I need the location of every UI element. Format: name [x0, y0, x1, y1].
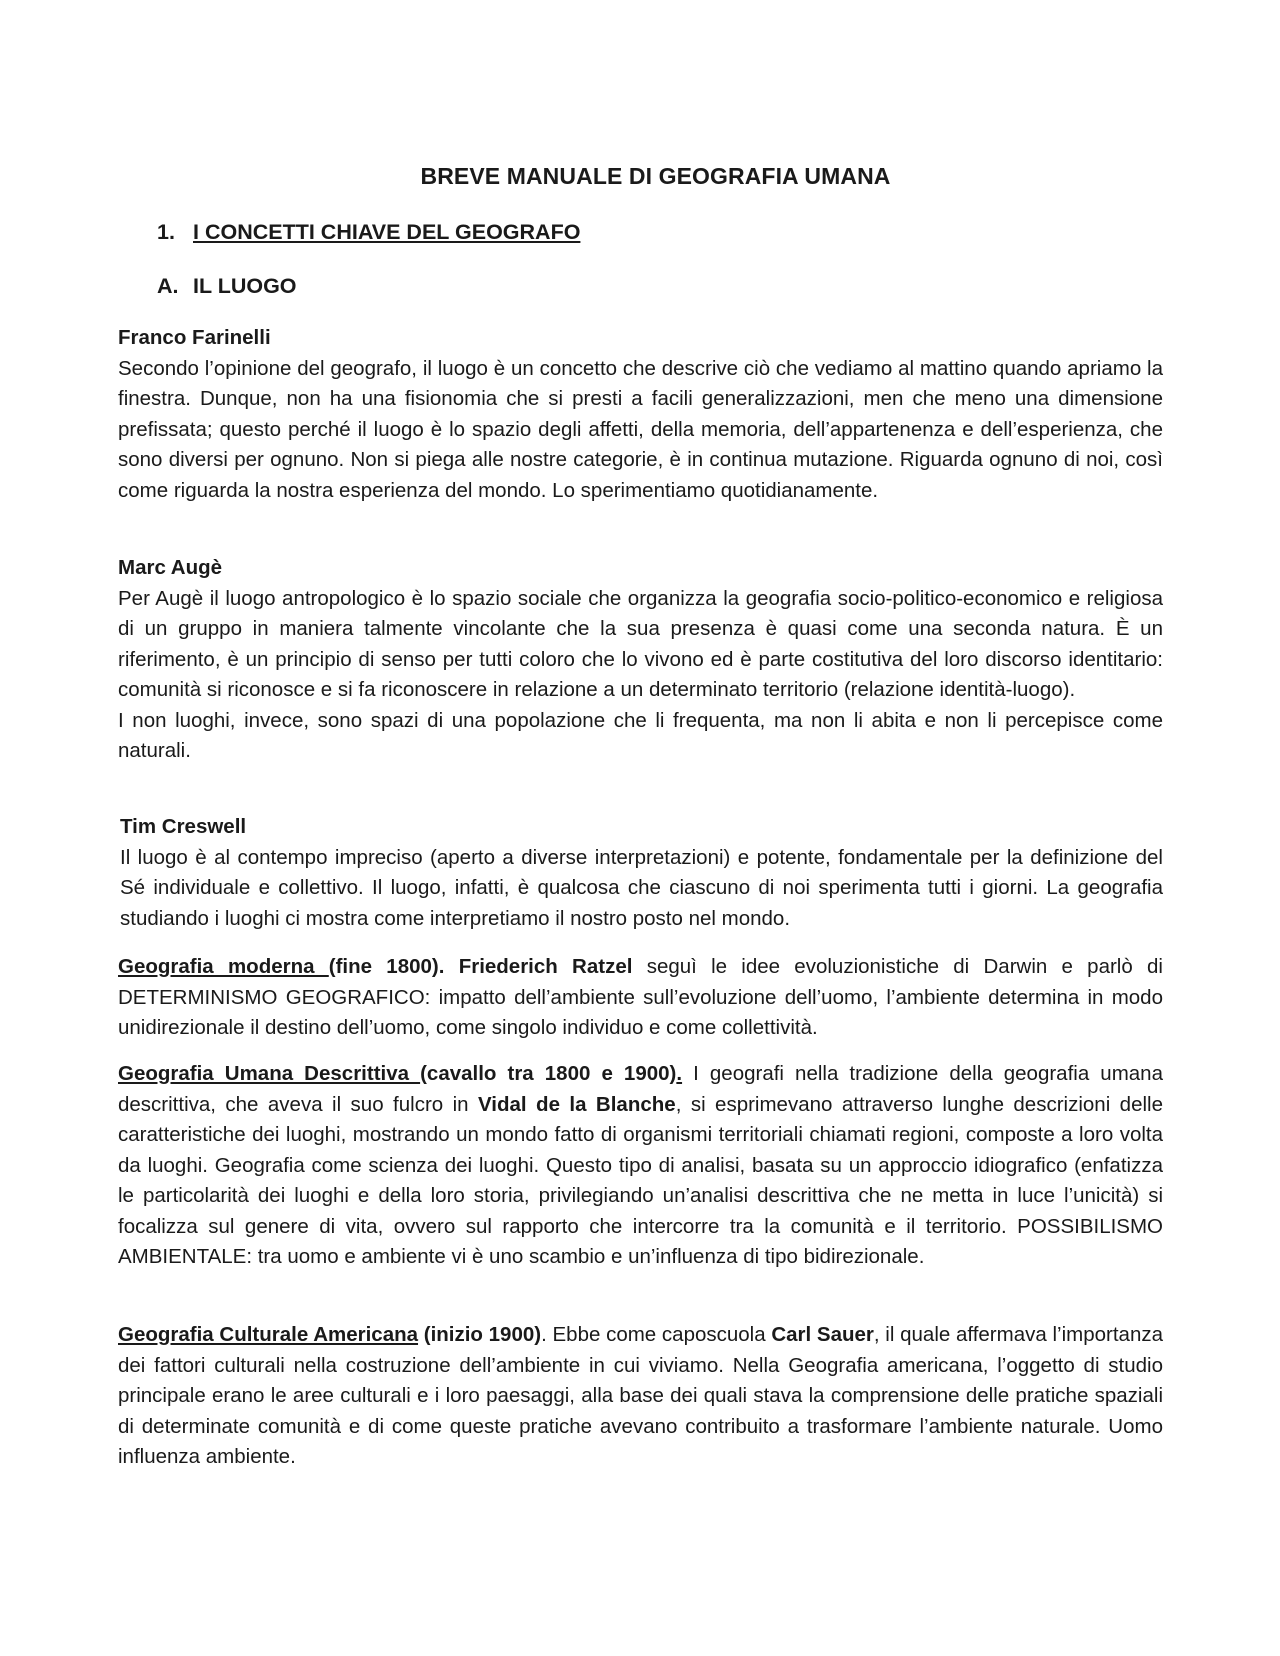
section-label: IL LUOGO	[193, 274, 297, 298]
auge-block	[118, 553, 1163, 767]
author-name: Tim Creswell	[120, 815, 247, 838]
author-name: Franco Farinelli	[118, 326, 271, 349]
text: . Ebbe come caposcuola	[541, 1323, 772, 1346]
text: , il quale affermava l’importanza dei fattori culturali nella costruzione dell’ambiente in cui viviamo. Nella Geografia americana, l’oggetto di studio principale erano le aree culturali e i loro paesaggi, alla base dei quali stava la comprensione delle pratiche spaziali di determinate comunità e di come queste pratiche avevano contribuito a trasformare l’ambiente naturale. Uomo influenza ambiente.	[118, 1323, 1163, 1468]
paragraph	[118, 1320, 1163, 1473]
text: , si esprimevano attraverso lunghe descrizioni delle caratteristiche dei luoghi, mostrando un mondo fatto di organismi territoriali chiamati regioni, composte a loro volta da luoghi. Geografia come scienza dei luoghi. Questo tipo di analisi, basata su un approccio idiografico (enfatizza le particolarità dei luoghi e della loro storia, privilegiando un’analisi descrittiva che ne metta in luce l’unicità) si focalizza sul genere di vita, ovvero sul rapporto che intercorre tra la comunità e il territorio. POSSIBILISMO AMBIENTALE: tra uomo e ambiente vi è uno scambio e un’influenza di tipo bidirezionale.	[118, 1092, 1163, 1268]
section-number: A.	[157, 274, 179, 298]
section-number: 1.	[157, 220, 175, 244]
paragraph	[118, 952, 1163, 1044]
term: Geografia moderna	[118, 955, 329, 978]
person: Friederich Ratzel	[444, 955, 633, 978]
paragraph: Per Augè il luogo antropologico è lo spazio sociale che organizza la geografia socio-politico-economico e religiosa di un gruppo in maniera talmente vincolante che la sua presenza è quasi come una seconda natura. È un riferimento, è un principio di senso per tutti coloro che lo vivono ed è parte costitutiva del loro discorso identitario: comunità si riconosce e si fa riconoscere in relazione a un determinato territorio (relazione identità-luogo).	[118, 586, 1163, 701]
person: Vidal de la Blanche	[478, 1092, 676, 1116]
period: (inizio 1900)	[418, 1323, 542, 1346]
paragraph	[118, 1059, 1163, 1273]
geografia-moderna-block	[118, 952, 1163, 1044]
term: Geografia Culturale Americana	[118, 1323, 419, 1346]
farinelli-block	[118, 323, 1163, 506]
section-heading-1	[157, 220, 580, 245]
term: Geografia Umana Descrittiva	[118, 1062, 421, 1085]
text: seguì le idee evoluzionistiche di Darwin e parlò di DETERMINISMO GEOGRAFICO: impatto dell’ambiente sull’evoluzione dell’uomo, l’ambiente determina in modo unidirezionale il destino dell’uomo, come singolo individuo e come collettività.	[118, 955, 1163, 1039]
geografia-descrittiva-block	[118, 1059, 1163, 1273]
creswell-block	[120, 812, 1163, 934]
text: I geografi nella tradizione della geografia umana descrittiva, che aveva il suo fulcro in	[118, 1062, 1163, 1116]
section-label: I CONCETTI CHIAVE DEL GEOGRAFO	[193, 220, 581, 244]
document-title: BREVE MANUALE DI GEOGRAFIA UMANA	[420, 163, 891, 189]
paragraph: I non luoghi, invece, sono spazi di una popolazione che li frequenta, ma non li abita e non li percepisce come naturali.	[118, 708, 1163, 762]
paragraph: Secondo l’opinione del geografo, il luogo è un concetto che descrive ciò che vediamo al mattino quando apriamo la finestra. Dunque, non ha una fisionomia che si presti a facili generalizzazioni, men che meno una dimensione prefissata; questo perché il luogo è lo spazio degli affetti, della memoria, dell’appartenenza e dell’esperienza, che sono diversi per ognuno. Non si piega alle nostre categorie, è in continua mutazione. Riguarda ognuno di noi, così come riguarda la nostra esperienza del mondo. Lo sperimentiamo quotidianamente.	[118, 356, 1163, 502]
section-heading-a	[157, 274, 297, 299]
period: (fine 1800).	[328, 955, 445, 978]
person: Carl Sauer	[771, 1323, 874, 1346]
author-name: Marc Augè	[118, 556, 223, 579]
period: (cavallo tra 1800 e 1900)	[420, 1062, 677, 1085]
dot: .	[676, 1062, 683, 1085]
geografia-culturale-block	[118, 1320, 1163, 1473]
paragraph: Il luogo è al contempo impreciso (aperto a diverse interpretazioni) e potente, fondamentale per la definizione del Sé individuale e collettivo. Il luogo, infatti, è qualcosa che ciascuno di noi sperimenta tutti i giorni. La geografia studiando i luoghi ci mostra come interpretiamo il nostro posto nel mondo.	[120, 845, 1163, 930]
